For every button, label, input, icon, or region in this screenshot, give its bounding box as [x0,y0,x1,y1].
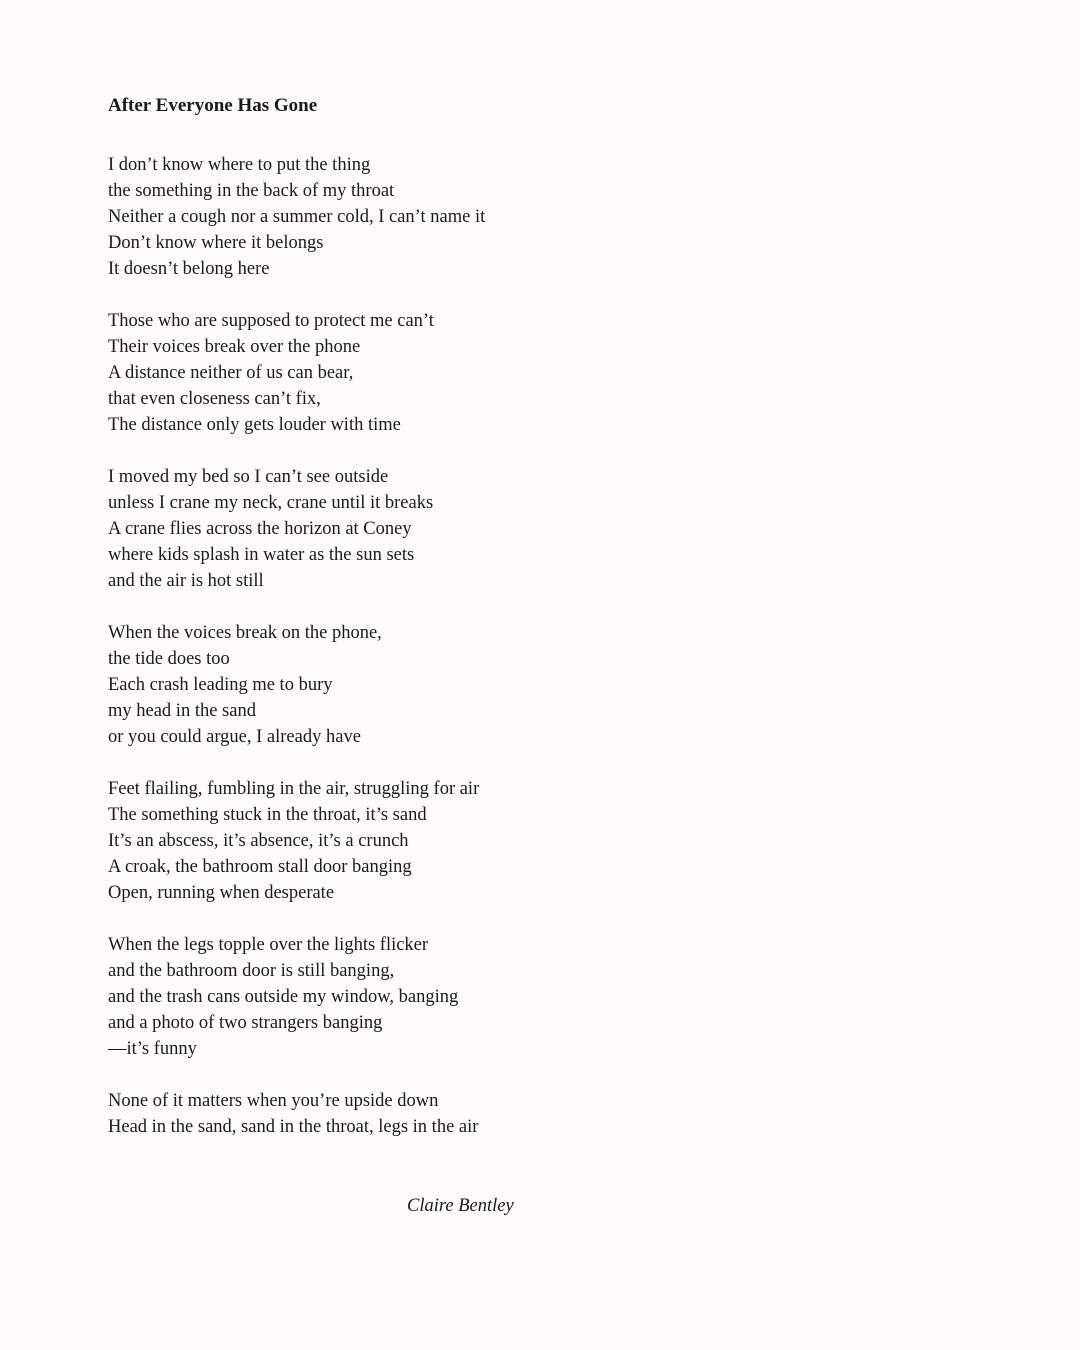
poem-line: my head in the sand [108,701,256,721]
poem-line: Their voices break over the phone [108,337,361,357]
stanza [108,620,968,750]
poem-line: Those who are supposed to protect me can’t [108,311,434,331]
poem-line: A crane flies across the horizon at Coney [108,519,412,539]
poem-line: When the legs topple over the lights flicker [108,935,429,955]
stanza [108,308,968,438]
poem-line: The something stuck in the throat, it’s sand [108,805,427,825]
stanza [108,1088,968,1140]
poem-line: None of it matters when you’re upside down [108,1091,439,1111]
poem-line: Don’t know where it belongs [108,233,324,253]
poem-line: It’s an abscess, it’s absence, it’s a crunch [108,831,409,851]
poem-line: and the trash cans outside my window, banging [108,987,459,1007]
stanza [108,932,968,1062]
author-name: Claire Bentley [407,1196,514,1216]
stanza [108,152,968,282]
stanza [108,464,968,594]
poem-line: Feet flailing, fumbling in the air, struggling for air [108,779,480,799]
poem-line: that even closeness can’t fix, [108,389,321,409]
stanza [108,776,968,906]
poem-line: or you could argue, I already have [108,727,361,747]
poem-line: I moved my bed so I can’t see outside [108,467,389,487]
poem-line: —it’s funny [108,1039,197,1059]
poem-line: the something in the back of my throat [108,181,395,201]
poem-line: and the bathroom door is still banging, [108,961,395,981]
poem-line: Neither a cough nor a summer cold, I can’t name it [108,207,486,227]
poem-line: Head in the sand, sand in the throat, legs in the air [108,1117,479,1137]
poem-line: A distance neither of us can bear, [108,363,354,383]
poem-title: After Everyone Has Gone [108,95,318,116]
poem-page [108,92,968,1166]
poem-line: Each crash leading me to bury [108,675,333,695]
poem-line: unless I crane my neck, crane until it breaks [108,493,434,513]
poem-line: the tide does too [108,649,230,669]
poem-line: I don’t know where to put the thing [108,155,371,175]
poem-line: A croak, the bathroom stall door banging [108,857,412,877]
poem-line: and a photo of two strangers banging [108,1013,383,1033]
poem-line: It doesn’t belong here [108,259,270,279]
poem-line: Open, running when desperate [108,883,335,903]
poem-line: The distance only gets louder with time [108,415,401,435]
poem-line: and the air is hot still [108,571,264,591]
poem-line: When the voices break on the phone, [108,623,382,643]
poem-line: where kids splash in water as the sun sets [108,545,415,565]
